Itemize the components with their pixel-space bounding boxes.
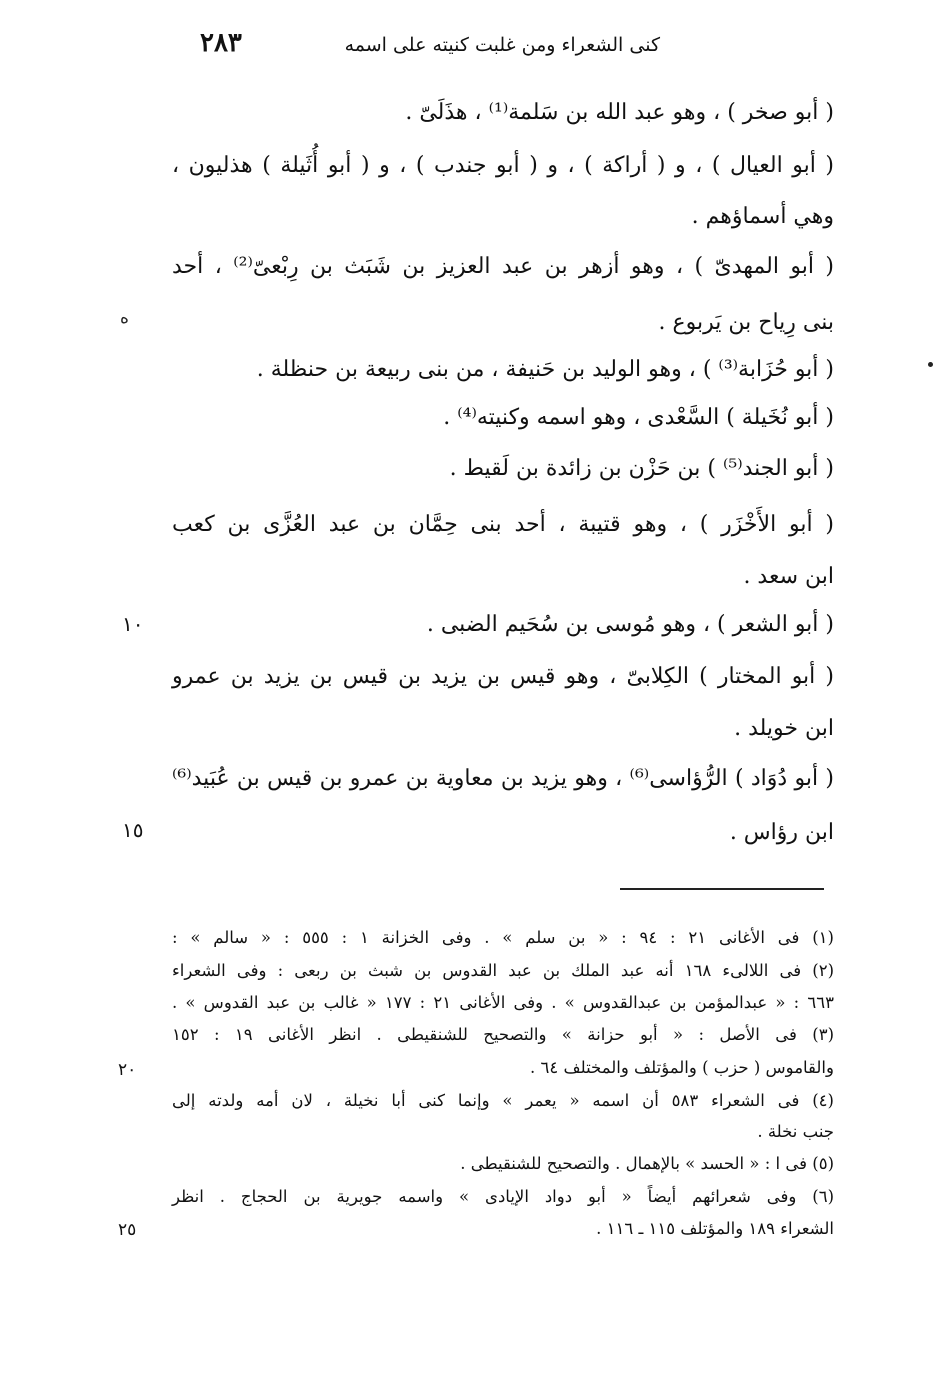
margin-line-mark: ه <box>120 308 129 328</box>
running-head: كنى الشعراء ومن غلبت كنيته على اسمه <box>344 34 660 56</box>
body-line: ( أبو المهدىّ ) ، وهو أزهر بن عبد العزيز بن شَبَث بن رِبْعىّ⁽²⁾ ، أحد <box>172 254 834 279</box>
footnote-line: الشعراء ١٨٩ والمؤتلف ١١٥ ـ ١١٦ . <box>596 1219 834 1238</box>
body-line: ( أبو العيال ) ، و ( أراكة ) ، و ( أبو جندب ) ، و ( أبو أُثَيلة ) هذليون ، <box>172 153 834 178</box>
footnote-line: (٦) وفى شعرائهم أيضاً « أبو دواد الإيادى » واسمه جويرية بن الحجاج . انظر <box>172 1187 834 1206</box>
body-line: ( أبو الشعر ) ، وهو مُوسى بن سُحَيم الضبى . <box>426 612 834 637</box>
footnote-line: والقاموس ( حزب ) والمؤتلف والمختلف ٦٤ . <box>530 1058 834 1077</box>
footnote-line: ٦٦٣ : « عبدالمؤمن بن عبدالقدوس » . وفى الأغانى ٢١ : ١٧٧ « غالب بن عبد القدوس » . <box>172 993 834 1012</box>
page-header <box>200 28 660 68</box>
body-line: ( أبو نُخَيلة ) السَّعْدى ، وهو اسمه وكنيته⁽⁴⁾ . <box>443 405 834 430</box>
body-line: ( أبو دُوَاد ) الرُّؤاسى⁽⁶⁾ ، وهو يزيد بن معاوية بن عمرو بن قيس بن عُبَيد⁽⁶⁾ <box>172 766 834 791</box>
margin-line-number: ١٠ <box>122 612 144 636</box>
body-line: ( أبو الأَخْزَر ) ، وهو قتيبة ، أحد بنى حِمَّان بن عبد العُزَّى بن كعب <box>172 512 834 537</box>
footnote-line: (٤) فى الشعراء ٥٨٣ أن اسمه « يعمر » وإنما كنى أبا نخيلة ، لان أمه ولدته إلى <box>172 1091 834 1110</box>
margin-line-number: ٢٠ <box>118 1060 137 1080</box>
body-line: ( أبو المختار ) الكِلابىّ ، وهو قيس بن يزيد بن قيس بن يزيد بن عمرو <box>172 664 835 689</box>
body-line: ابن خويلد . <box>734 716 834 741</box>
body-line: ابن سعد . <box>743 564 834 589</box>
footnote-rule <box>620 888 824 890</box>
body-line: بنى رِياح بن يَربوع . <box>658 310 834 335</box>
body-line: ( أبو حُزَابة⁽³⁾ ) ، وهو الوليد بن حَنيفة ، من بنى ربيعة بن حنظلة . <box>256 357 834 382</box>
body-line: وهي أسماؤهم . <box>691 204 834 229</box>
margin-line-number: ٢٥ <box>118 1220 137 1240</box>
page-number: ٢٨٣ <box>200 28 242 58</box>
footnote-line: (٢) فى اللالىء ١٦٨ أنه عبد الملك بن عبد القدوس بن شبث بن ربعى : وفى الشعراء <box>172 961 834 980</box>
body-line: ابن رؤاس . <box>729 820 834 845</box>
footnote-line: (٣) فى الأصل : « أبو حزانة » والتصحيح للشنقيطى . انظر الأغانى ١٩ : ١٥٢ <box>172 1025 834 1044</box>
footnote-line: (٥) فى ا : « الحسد » بالإهمال . والتصحيح للشنقيطى . <box>460 1154 834 1173</box>
margin-line-number: ١٥ <box>122 818 144 842</box>
footnote-line: جنب نخلة . <box>757 1122 834 1141</box>
footnote-line: (١) فى الأغانى ٢١ : ٩٤ : « بن سلم » . وفى الخزانة ١ : ٥٥٥ : « سالم » : <box>172 928 834 947</box>
body-line: ( أبو الجند⁽⁵⁾ ) بن حَزْن بن زائدة بن لَقيط . <box>449 456 834 481</box>
margin-dot <box>928 362 933 367</box>
body-line: ( أبو صخر ) ، وهو عبد الله بن سَلمة⁽¹⁾ ، هذَلَىّ . <box>405 100 834 125</box>
